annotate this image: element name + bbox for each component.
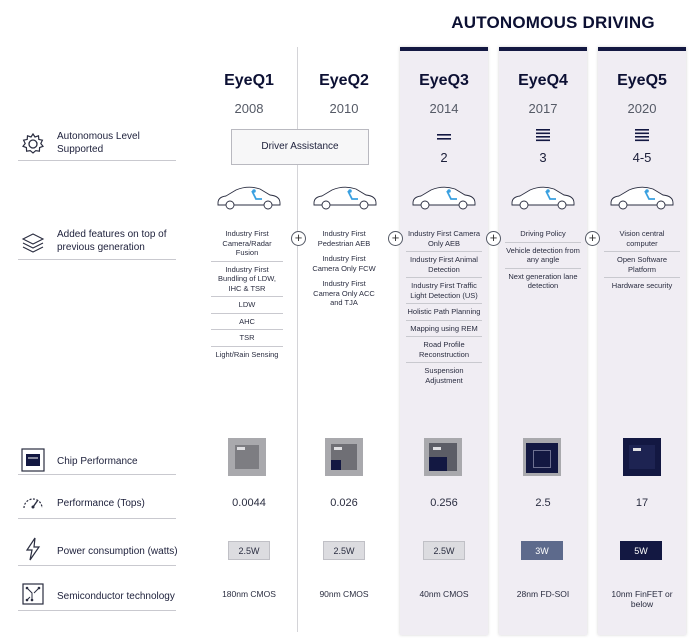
row-label-performance-tops: Performance (Tops) (57, 498, 145, 509)
features-eyeq5 (604, 226, 680, 294)
feature-item: Industry First Pedestrian AEB (317, 229, 371, 248)
features-eyeq3 (406, 226, 482, 388)
row-underline (18, 565, 176, 566)
row-underline (18, 518, 176, 519)
chip-icon (20, 447, 46, 473)
level-eyeq5: 4-5 (632, 150, 652, 165)
chip-name-eyeq3: EyeQ3 (419, 72, 469, 89)
feature-item: Driving Policy (505, 226, 581, 243)
feature-item: Open Software Platform (604, 252, 680, 278)
features-eyeq4 (505, 226, 581, 294)
feature-item: Vehicle detection from any angle (505, 243, 581, 269)
plus-icon: + (291, 231, 306, 246)
chip-year-eyeq3: 2014 (429, 101, 459, 116)
row-underline (18, 160, 176, 161)
feature-item: Industry First Traffic Light Detection (US) (406, 278, 482, 304)
chip-year-eyeq1: 2008 (234, 101, 264, 116)
chip-year-eyeq2: 2010 (329, 101, 359, 116)
technology-eyeq2: 90nm CMOS (319, 589, 369, 599)
car-icon (607, 183, 677, 211)
row-underline (18, 474, 176, 475)
feature-item: Next generation lane detection (508, 271, 578, 290)
plus-icon: + (388, 231, 403, 246)
row-label-semiconductor: Semiconductor technology (57, 591, 175, 602)
feature-item: Industry First Animal Detection (406, 252, 482, 278)
feature-item: Industry First Camera Only ACC and TJA (313, 279, 375, 307)
features-eyeq2 (308, 226, 380, 311)
chip-image-eyeq4 (523, 438, 561, 476)
plus-icon: + (486, 231, 501, 246)
feature-item: Road Profile Reconstruction (406, 337, 482, 363)
power-badge-eyeq5: 5W (620, 541, 662, 560)
power-badge-eyeq4: 3W (521, 541, 563, 560)
car-icon (409, 183, 479, 211)
chip-image-eyeq3 (424, 438, 462, 476)
performance-eyeq3: 0.256 (430, 497, 458, 509)
plus-icon: + (585, 231, 600, 246)
feature-item: TSR (211, 330, 283, 347)
feature-item: Mapping using REM (406, 321, 482, 338)
chip-name-eyeq2: EyeQ2 (319, 72, 369, 89)
feature-item: Hardware security (611, 281, 673, 290)
feature-item: AHC (211, 314, 283, 331)
feature-item: Industry First Camera/Radar Fusion (211, 226, 283, 262)
level-bars-icon (598, 128, 686, 142)
autonomous-driving-title: AUTONOMOUS DRIVING (451, 13, 655, 32)
chip-name-eyeq5: EyeQ5 (617, 72, 667, 89)
feature-item: Holistic Path Planning (406, 304, 482, 321)
power-badge-eyeq2: 2.5W (323, 541, 365, 560)
row-label-added-features: Added features on top of previous generation (57, 229, 167, 253)
level-bars-icon (499, 128, 587, 142)
chip-name-eyeq4: EyeQ4 (518, 72, 568, 89)
chip-image-eyeq1 (228, 438, 266, 476)
feature-item: Industry First Bundling of LDW, IHC & TSR (211, 262, 283, 298)
chip-image-eyeq2 (325, 438, 363, 476)
technology-eyeq3: 40nm CMOS (419, 589, 469, 599)
row-label-autonomous-level: Autonomous Level Supported (57, 131, 140, 155)
feature-item: LDW (211, 297, 283, 314)
level-eyeq4: 3 (539, 150, 547, 165)
feature-item: Industry First Camera Only FCW (312, 254, 376, 273)
driver-assistance-box: Driver Assistance (231, 129, 369, 165)
feature-item: Vision central computer (604, 226, 680, 252)
row-underline (18, 610, 176, 611)
chip-image-eyeq5 (623, 438, 661, 476)
circuit-icon (20, 581, 46, 607)
performance-eyeq2: 0.026 (330, 497, 358, 509)
level-eyeq3: 2 (440, 150, 448, 165)
level-bars-icon (400, 132, 488, 146)
row-label-chip-performance: Chip Performance (57, 456, 138, 467)
performance-eyeq4: 2.5 (535, 497, 551, 509)
car-icon (214, 183, 284, 211)
car-icon (310, 183, 380, 211)
chip-name-eyeq1: EyeQ1 (224, 72, 274, 89)
chip-year-eyeq4: 2017 (528, 101, 558, 116)
feature-item: Light/Rain Sensing (215, 349, 279, 359)
chip-year-eyeq5: 2020 (627, 101, 657, 116)
row-underline (18, 259, 176, 260)
technology-eyeq4: 28nm FD-SOI (516, 589, 570, 599)
power-badge-eyeq1: 2.5W (228, 541, 270, 560)
feature-item: Industry First Camera Only AEB (406, 226, 482, 252)
technology-eyeq1: 180nm CMOS (222, 589, 276, 599)
performance-eyeq5: 17 (635, 497, 649, 509)
performance-eyeq1: 0.0044 (232, 497, 266, 509)
technology-eyeq5: 10nm FinFET or below (611, 589, 673, 609)
power-badge-eyeq3: 2.5W (423, 541, 465, 560)
speedometer-icon (20, 490, 46, 516)
layers-icon (20, 230, 46, 256)
gear-icon (20, 131, 46, 157)
feature-item: Suspension Adjustment (424, 366, 464, 385)
features-eyeq1 (211, 226, 283, 362)
row-label-power-consumption: Power consumption (watts) (57, 546, 178, 557)
car-icon (508, 183, 578, 211)
lightning-icon (20, 536, 46, 562)
